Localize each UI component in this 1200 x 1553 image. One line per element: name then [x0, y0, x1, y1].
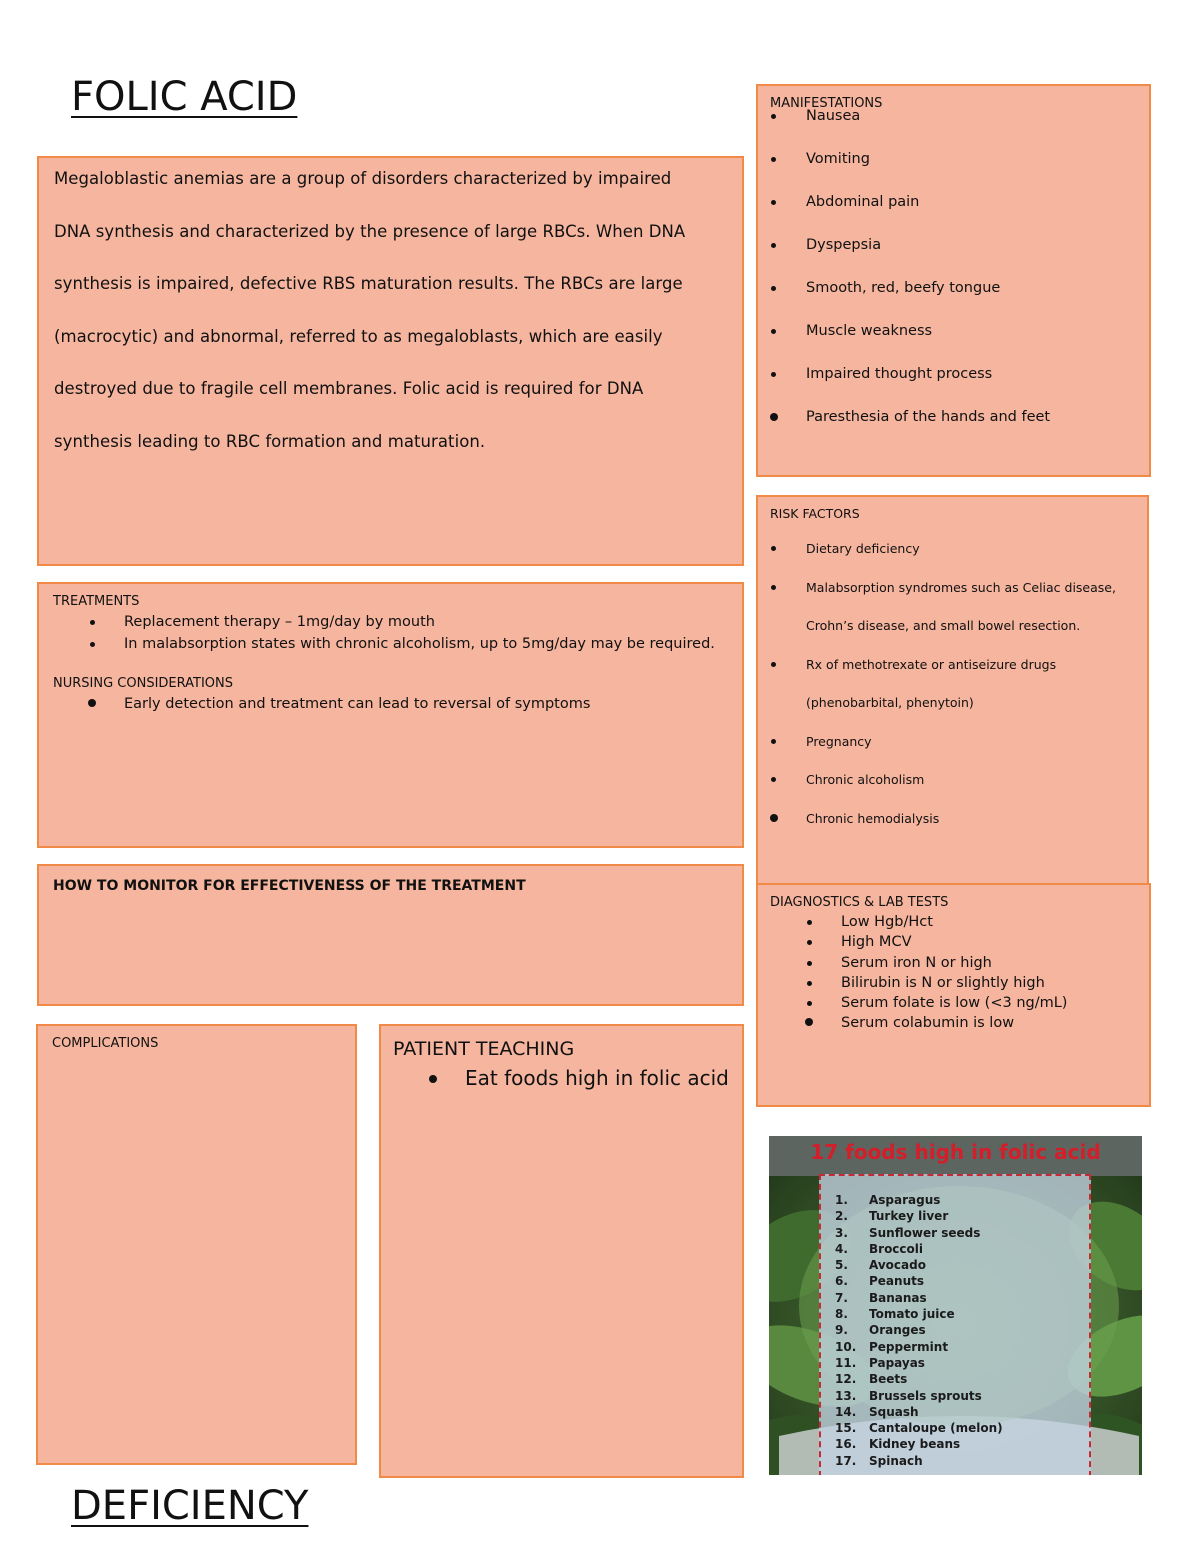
intro-line: destroyed due to fragile cell membranes. Folic acid is required for DNA — [54, 379, 644, 398]
intro-paragraph — [54, 156, 742, 468]
foods-infographic — [769, 1136, 1142, 1475]
list-item: Serum iron N or high — [770, 953, 1149, 973]
nursing-list — [53, 693, 742, 715]
list-item: Pregnancy — [770, 723, 1147, 762]
list-item: Paresthesia of the hands and feet — [770, 407, 1149, 450]
list-item: 5. Avocado — [835, 1258, 926, 1273]
complications-heading: COMPLICATIONS — [52, 1036, 159, 1051]
list-item: High MCV — [770, 932, 1149, 952]
risk-factors-list — [770, 530, 1147, 838]
list-item: Dyspepsia — [770, 235, 1149, 278]
patient-teaching-heading: PATIENT TEACHING — [393, 1038, 575, 1060]
page-subtitle: DEFICIENCY — [71, 1483, 309, 1529]
list-item: 16. Kidney beans — [835, 1437, 961, 1452]
list-item: 10. Peppermint — [835, 1339, 949, 1354]
list-item: 11. Papayas — [835, 1355, 925, 1370]
list-item: Muscle weakness — [770, 321, 1149, 364]
list-item: Low Hgb/Hct — [770, 912, 1149, 932]
intro-line: synthesis is impaired, defective RBS maturation results. The RBCs are large — [54, 274, 683, 293]
intro-line: synthesis leading to RBC formation and maturation. — [54, 431, 486, 451]
list-item: Eat foods high in folic acid — [393, 1062, 742, 1094]
list-item: 7. Bananas — [835, 1290, 927, 1305]
list-item: Nausea — [770, 106, 1149, 149]
list-item: Replacement therapy – 1mg/day by mouth — [53, 611, 742, 633]
monitor-box — [37, 864, 744, 1006]
list-item: Early detection and treatment can lead to reversal of symptoms — [53, 693, 742, 715]
manifestations-list — [770, 106, 1149, 450]
list-item: Vomiting — [770, 149, 1149, 192]
list-item: 4. Broccoli — [835, 1241, 924, 1256]
list-item: Chronic hemodialysis — [770, 800, 1147, 839]
list-item: 15. Cantaloupe (melon) — [835, 1421, 1003, 1436]
intro-line: Megaloblastic anemias are a group of disorders characterized by impaired — [54, 169, 672, 188]
list-item: 3. Sunflower seeds — [835, 1225, 981, 1240]
manifestations-heading: MANIFESTATIONS — [770, 96, 883, 111]
list-item: Dietary deficiency — [770, 530, 1147, 569]
list-item: 9. Oranges — [835, 1323, 926, 1338]
list-item: 2. Turkey liver — [835, 1209, 949, 1224]
list-item: 6. Peanuts — [835, 1274, 924, 1289]
diagnostics-list — [770, 912, 1149, 1034]
intro-box — [37, 156, 744, 566]
list-item: Chronic alcoholism — [770, 761, 1147, 800]
list-item: 14. Squash — [835, 1404, 919, 1419]
list-item: In malabsorption states with chronic alcoholism, up to 5mg/day may be required. — [53, 633, 742, 655]
diagnostics-box — [756, 883, 1151, 1107]
monitor-heading: HOW TO MONITOR FOR EFFECTIVENESS OF THE TREATMENT — [53, 878, 526, 894]
list-item: 17. Spinach — [835, 1453, 923, 1468]
treatments-box — [37, 582, 744, 848]
list-item-continuation: Crohn’s disease, and small bowel resection. — [806, 618, 1081, 633]
intro-line: (macrocytic) and abnormal, referred to as megaloblasts, which are easily — [54, 326, 663, 346]
risk-factors-box — [756, 495, 1149, 885]
treatments-heading: TREATMENTS — [53, 594, 140, 609]
nursing-heading: NURSING CONSIDERATIONS — [53, 676, 234, 691]
patient-teaching-list — [393, 1062, 742, 1094]
list-item: Rx of methotrexate or antiseizure drugs — [770, 646, 1147, 685]
list-item: Smooth, red, beefy tongue — [770, 278, 1149, 321]
list-item: 8. Tomato juice — [835, 1307, 955, 1322]
list-item: Malabsorption syndromes such as Celiac disease, — [770, 569, 1147, 608]
diagnostics-heading: DIAGNOSTICS & LAB TESTS — [770, 895, 949, 910]
risk-factors-heading: RISK FACTORS — [770, 506, 860, 521]
foods-title: 17 foods high in folic acid — [810, 1140, 1101, 1164]
list-item: Serum colabumin is low — [770, 1013, 1149, 1033]
list-item: Impaired thought process — [770, 364, 1149, 407]
list-item-continuation: (phenobarbital, phenytoin) — [806, 695, 974, 710]
list-item: 1. Asparagus — [835, 1193, 941, 1207]
intro-line: DNA synthesis and characterized by the presence of large RBCs. When DNA — [54, 221, 686, 241]
page-title: FOLIC ACID — [71, 74, 298, 120]
complications-box — [36, 1024, 357, 1465]
list-item: Serum folate is low (<3 ng/mL) — [770, 993, 1149, 1013]
list-item: Bilirubin is N or slightly high — [770, 973, 1149, 993]
list-item: 12. Beets — [835, 1372, 908, 1387]
manifestations-box — [756, 84, 1151, 477]
treatments-list — [53, 611, 742, 655]
patient-teaching-box — [379, 1024, 744, 1478]
list-item: 13. Brussels sprouts — [835, 1388, 982, 1403]
foods-list — [835, 1192, 1003, 1469]
list-item: Abdominal pain — [770, 192, 1149, 235]
